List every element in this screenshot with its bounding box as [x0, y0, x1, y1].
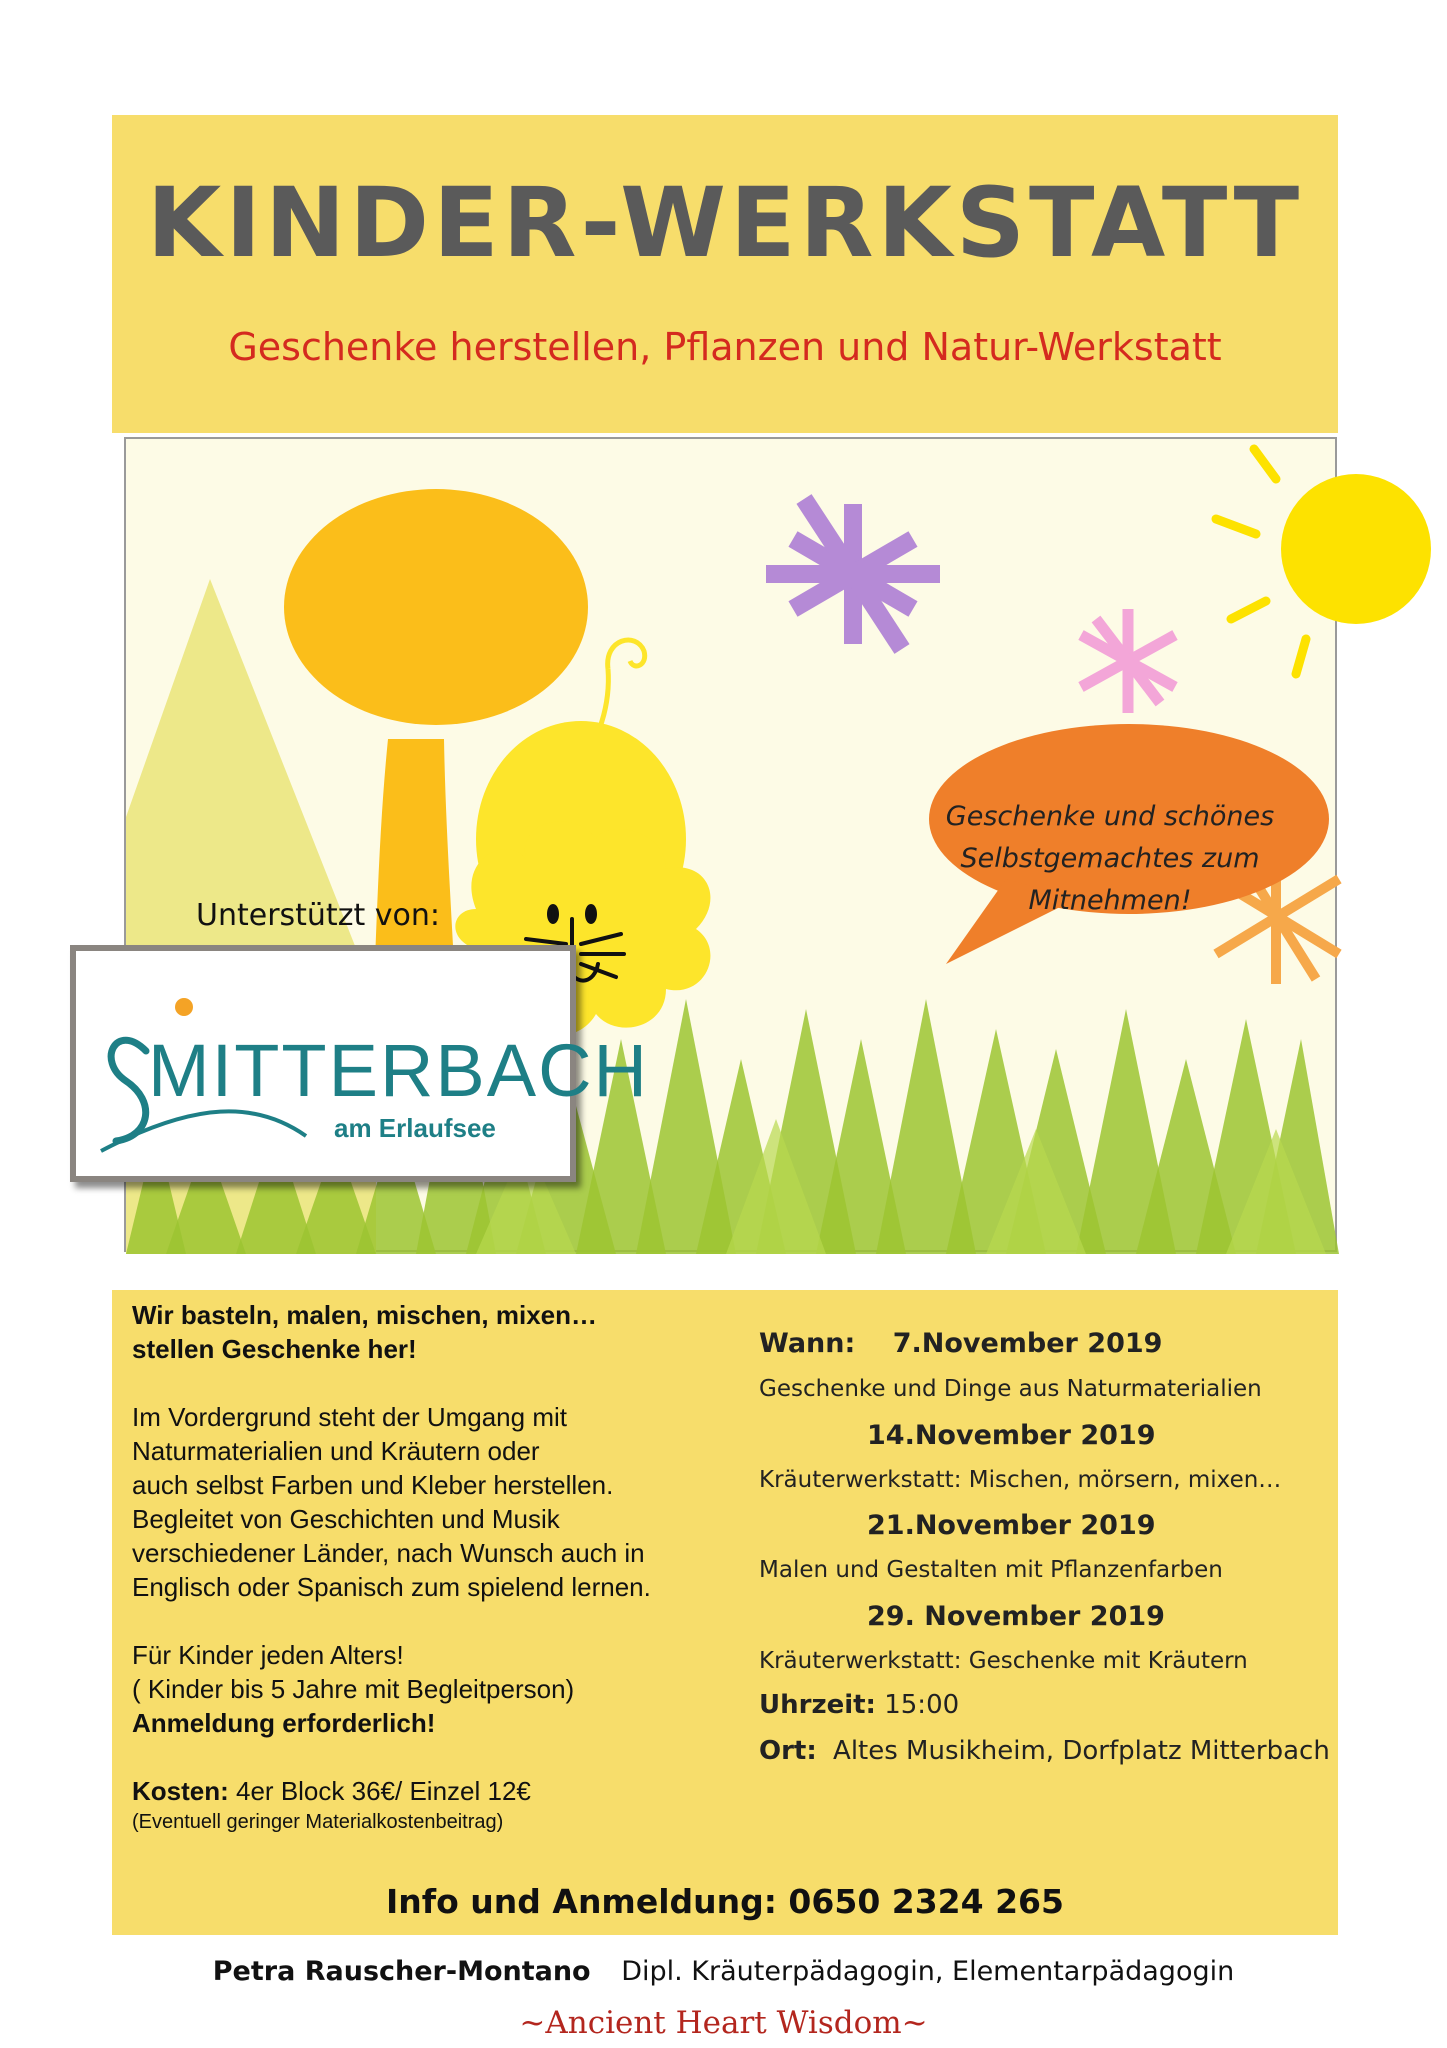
schedule-topic: Malen und Gestalten mit Pflanzenfarben	[759, 1557, 1223, 1583]
time-label: Uhrzeit:	[759, 1690, 876, 1720]
info-section	[112, 1290, 1338, 1935]
schedule-date: 21.November 2019	[867, 1510, 1156, 1541]
audience-line: Für Kinder jeden Alters!	[132, 1640, 404, 1670]
tree-crown	[284, 489, 588, 725]
registration-note: Anmeldung erforderlich!	[132, 1708, 436, 1738]
footer-author	[0, 1956, 1447, 1987]
audience-line: ( Kinder bis 5 Jahre mit Begleitperson)	[132, 1674, 575, 1704]
schedule-place	[759, 1736, 1330, 1766]
description-headline: stellen Geschenke her!	[132, 1334, 417, 1364]
description-line: Im Vordergrund steht der Umgang mit	[132, 1402, 567, 1432]
contact-line: Info und Anmeldung: 0650 2324 265	[386, 1882, 1064, 1921]
description-line: Begleitet von Geschichten und Musik	[132, 1504, 560, 1534]
header-banner	[112, 115, 1338, 433]
author-name: Petra Rauscher-Montano	[212, 1956, 591, 1987]
sponsor-logo	[70, 945, 649, 1182]
description-line: Naturmaterialien und Kräutern oder	[132, 1436, 540, 1466]
speech-bubble-text: Geschenke und schönes Selbstgemachtes zum Mitnehmen!	[945, 801, 1275, 916]
page-title: KINDER-WERKSTATT	[146, 167, 1304, 279]
when-label: Wann:	[759, 1328, 856, 1359]
place-value: Altes Musikheim, Dorfplatz Mitterbach	[833, 1736, 1330, 1766]
schedule-when	[759, 1328, 1162, 1359]
purple-star-icon	[766, 499, 940, 649]
footer-tagline: ~Ancient Heart Wisdom~	[519, 2005, 928, 2041]
description-headline: Wir basteln, malen, mischen, mixen…	[132, 1300, 598, 1330]
logo-wordmark: MITTERBACH	[148, 1029, 649, 1112]
page-subtitle: Geschenke herstellen, Pflanzen und Natur-Werkstatt	[228, 325, 1222, 369]
sun-icon	[1216, 449, 1431, 674]
sponsor-label: Unterstützt von:	[196, 898, 440, 933]
description-line: Englisch oder Spanisch zum spielend lernen.	[132, 1572, 651, 1602]
schedule-date: 14.November 2019	[867, 1420, 1156, 1451]
mitterbach-logo-icon	[76, 951, 649, 1176]
pink-star-icon	[1081, 609, 1175, 713]
author-role: Dipl. Kräuterpädagogin, Elementarpädagogin	[621, 1956, 1235, 1987]
schedule-topic: Kräuterwerkstatt: Mischen, mörsern, mixen…	[759, 1467, 1282, 1493]
place-label: Ort:	[759, 1736, 817, 1766]
cost-line	[132, 1774, 732, 1808]
schedule-date: 29. November 2019	[867, 1601, 1165, 1632]
schedule-date: 7.November 2019	[892, 1328, 1163, 1359]
description-column	[132, 1298, 732, 1836]
description-line: auch selbst Farben und Kleber herstellen.	[132, 1470, 614, 1500]
description-line: verschiedener Länder, nach Wunsch auch in	[132, 1538, 645, 1568]
schedule-time	[759, 1690, 959, 1720]
schedule-topic: Geschenke und Dinge aus Naturmaterialien	[759, 1376, 1262, 1402]
cost-value: 4er Block 36€/ Einzel 12€	[236, 1776, 531, 1806]
time-value: 15:00	[884, 1690, 960, 1720]
cost-label: Kosten:	[132, 1776, 229, 1806]
cost-note: (Eventuell geringer Materialkostenbeitrag)	[132, 1811, 504, 1833]
schedule-topic: Kräuterwerkstatt: Geschenke mit Kräutern	[759, 1648, 1248, 1674]
logo-subtitle: am Erlaufsee	[334, 1113, 496, 1143]
